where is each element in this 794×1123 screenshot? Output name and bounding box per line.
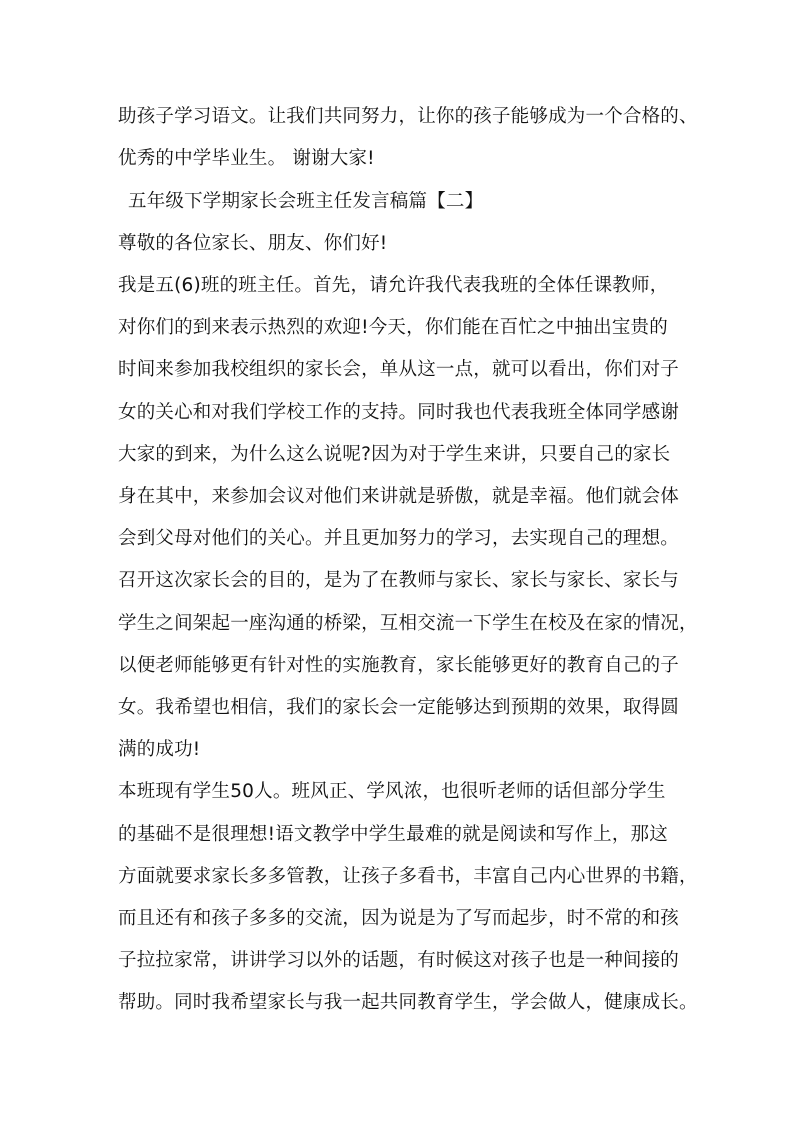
text-line: 满的成功! [118,739,201,760]
text-line: 帮助。同时我希望家长与我一起共同教育学生，学会做人，健康成长。 [118,992,698,1013]
text-line: 时间来参加我校组织的家长会，单从这一点，就可以看出，你们对子 [118,359,680,380]
text-line: 召开这次家长会的目的，是为了在教师与家长、家长与家长、家长与 [118,570,680,591]
text-line: 我是五(6)班的班主任。首先，请允许我代表我班的全体任课教师， [118,275,669,296]
text-line: 学生之间架起一座沟通的桥梁，互相交流一下学生在校及在家的情况， [118,613,698,634]
text-line: 大家的到来，为什么这么说呢?因为对于学生来讲，只要自己的家长 [118,444,671,465]
text-line: 方面就要求家长多多管教，让孩子多看书，丰富自己内心世界的书籍， [118,866,698,887]
text-line: 的基础不是很理想!语文教学中学生最难的就是阅读和写作上，那这 [118,824,668,845]
section-heading: 五年级下学期家长会班主任发言稿篇【二】 [128,191,484,212]
text-line: 助孩子学习语文。让我们共同努力，让你的孩子能够成为一个合格的、 [118,106,698,127]
text-line: 本班现有学生50人。班风正、学风浓，也很听老师的话但部分学生 [118,781,666,802]
text-line: 以便老师能够更有针对性的实施教育，家长能够更好的教育自己的子 [118,655,680,676]
text-line: 而且还有和孩子多多的交流，因为说是为了写而起步，时不常的和孩 [118,908,680,929]
text-line: 女。我希望也相信，我们的家长会一定能够达到预期的效果，取得圆 [118,697,680,718]
text-line: 会到父母对他们的关心。并且更加努力的学习，去实现自己的理想。 [118,528,680,549]
text-line: 对你们的到来表示热烈的欢迎!今天，你们能在百忙之中抽出宝贵的 [118,317,668,338]
text-line: 女的关心和对我们学校工作的支持。同时我也代表我班全体同学感谢 [118,402,680,423]
text-line: 身在其中，来参加会议对他们来讲就是骄傲，就是幸福。他们就会体 [118,486,680,507]
text-line: 子拉拉家常，讲讲学习以外的话题，有时候这对孩子也是一种间接的 [118,950,680,971]
greeting-line: 尊敬的各位家长、朋友、你们好! [118,233,388,254]
text-line: 优秀的中学毕业生。 谢谢大家! [118,148,375,169]
